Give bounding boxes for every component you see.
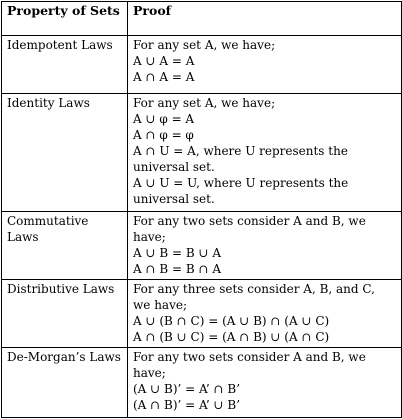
proof-line: A ∪ A = A xyxy=(133,54,195,68)
proof-line: For any two sets consider A and B, we have; xyxy=(133,214,366,244)
set-properties-table xyxy=(1,1,402,418)
proof-line: For any set A, we have; xyxy=(133,96,276,110)
proof-cell xyxy=(128,94,402,212)
proof-line: A ∪ U = U, where U represents the universal set. xyxy=(133,176,349,206)
proof-line: (A ∩ B)’ = A’ ∪ B’ xyxy=(133,398,241,412)
header-proof: Proof xyxy=(128,2,402,36)
proof-line: A ∩ φ = φ xyxy=(133,128,194,142)
proof-line: A ∪ (B ∩ C) = (A ∪ B) ∩ (A ∪ C) xyxy=(133,314,330,328)
property-cell: Commutative Laws xyxy=(2,212,128,280)
proof-line: A ∩ B = B ∩ A xyxy=(133,262,222,276)
proof-cell xyxy=(128,36,402,94)
proof-line: A ∩ A = A xyxy=(133,70,195,84)
proof-cell xyxy=(128,348,402,418)
proof-line: A ∩ (B ∪ C) = (A ∩ B) ∪ (A ∩ C) xyxy=(133,330,330,344)
proof-line: For any set A, we have; xyxy=(133,38,276,52)
property-cell: Identity Laws xyxy=(2,94,128,212)
property-cell: Idempotent Laws xyxy=(2,36,128,94)
table-row-demorgan xyxy=(2,348,402,418)
header-property: Property of Sets xyxy=(2,2,128,36)
property-cell: De-Morgan’s Laws xyxy=(2,348,128,418)
table-row-distributive xyxy=(2,280,402,348)
proof-line: (A ∪ B)’ = A’ ∩ B’ xyxy=(133,382,241,396)
table-row-identity xyxy=(2,94,402,212)
table-row-idempotent xyxy=(2,36,402,94)
proof-line: A ∪ B = B ∪ A xyxy=(133,246,222,260)
table-header-row xyxy=(2,2,402,36)
table-row-commutative xyxy=(2,212,402,280)
proof-line: For any three sets consider A, B, and C, we have; xyxy=(133,282,375,312)
proof-cell xyxy=(128,212,402,280)
proof-line: A ∪ φ = A xyxy=(133,112,195,126)
proof-cell xyxy=(128,280,402,348)
set-properties-table-container xyxy=(1,1,401,417)
proof-line: For any two sets consider A and B, we have; xyxy=(133,350,366,380)
proof-line: A ∩ U = A, where U represents the universal set. xyxy=(133,144,348,174)
property-cell: Distributive Laws xyxy=(2,280,128,348)
